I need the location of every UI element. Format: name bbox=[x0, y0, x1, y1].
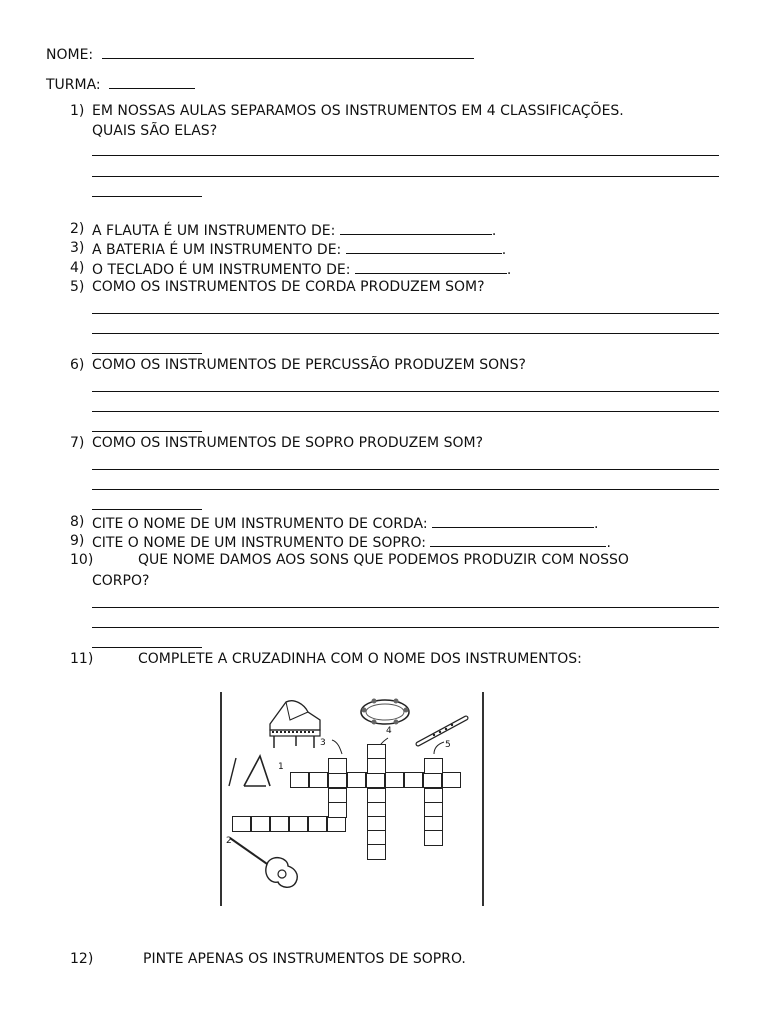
question-text: EM NOSSAS AULAS SEPARAMOS OS INSTRUMENTOS EM 4 CLASSIFICAÇÕES. bbox=[92, 103, 624, 119]
crossword-cell[interactable] bbox=[232, 816, 251, 832]
answer-line[interactable] bbox=[92, 627, 719, 628]
period: . bbox=[594, 516, 599, 532]
answer-blank[interactable] bbox=[346, 239, 502, 254]
question-text: COMO OS INSTRUMENTOS DE CORDA PRODUZEM SOM? bbox=[92, 279, 485, 295]
question-text: CITE O NOME DE UM INSTRUMENTO DE SOPRO: bbox=[92, 535, 427, 551]
crossword-cell[interactable] bbox=[366, 772, 385, 788]
question-number: 1) bbox=[70, 103, 85, 119]
question-text: A BATERIA É UM INSTRUMENTO DE: bbox=[92, 242, 342, 258]
crossword-cell[interactable] bbox=[367, 758, 386, 774]
period: . bbox=[606, 535, 611, 551]
clue-arrows bbox=[320, 736, 460, 760]
answer-line[interactable] bbox=[92, 411, 719, 412]
nome-label: NOME: bbox=[46, 47, 94, 63]
question-number: 10) bbox=[70, 552, 94, 568]
period: . bbox=[501, 242, 507, 258]
crossword-cell[interactable] bbox=[424, 830, 443, 846]
period: . bbox=[491, 223, 497, 239]
answer-line[interactable] bbox=[92, 196, 202, 197]
question-number: 9) bbox=[70, 533, 85, 549]
turma-label: TURMA: bbox=[46, 77, 101, 93]
tambourine-icon bbox=[358, 696, 412, 732]
nome-row bbox=[46, 44, 474, 64]
crossword-cell[interactable] bbox=[423, 772, 442, 788]
crossword-cell[interactable] bbox=[328, 758, 347, 774]
figure-border-right bbox=[482, 692, 484, 906]
crossword-cell[interactable] bbox=[290, 772, 309, 788]
question-number: 11) bbox=[70, 651, 94, 667]
answer-line[interactable] bbox=[92, 469, 719, 470]
answer-blank[interactable] bbox=[432, 513, 594, 528]
piano-icon bbox=[264, 696, 326, 752]
guitar-icon bbox=[226, 834, 306, 892]
crossword-cell[interactable] bbox=[327, 816, 346, 832]
question-number: 12) bbox=[70, 951, 94, 967]
turma-row bbox=[46, 74, 195, 94]
crossword-cell[interactable] bbox=[404, 772, 423, 788]
question-text: CORPO? bbox=[92, 573, 150, 589]
answer-line[interactable] bbox=[92, 489, 719, 490]
crossword-cell[interactable] bbox=[251, 816, 270, 832]
question-number: 8) bbox=[70, 514, 85, 530]
crossword-cell[interactable] bbox=[347, 772, 366, 788]
crossword-cell[interactable] bbox=[424, 758, 443, 774]
period: . bbox=[506, 262, 512, 278]
clue-number-5: 5 bbox=[445, 740, 451, 750]
crossword-cell[interactable] bbox=[289, 816, 308, 832]
answer-line[interactable] bbox=[92, 607, 719, 608]
answer-line[interactable] bbox=[92, 313, 719, 314]
crossword-cell[interactable] bbox=[385, 772, 404, 788]
answer-blank[interactable] bbox=[340, 220, 492, 235]
answer-blank[interactable] bbox=[355, 259, 507, 274]
answer-line[interactable] bbox=[92, 647, 202, 648]
clue-number-3: 3 bbox=[320, 738, 326, 748]
clue-number-4: 4 bbox=[386, 726, 392, 736]
question-number: 3) bbox=[70, 240, 85, 256]
question-number: 7) bbox=[70, 435, 85, 451]
answer-line[interactable] bbox=[92, 333, 719, 334]
answer-line[interactable] bbox=[92, 353, 202, 354]
figure-border-left bbox=[220, 692, 222, 906]
turma-field[interactable] bbox=[109, 74, 195, 89]
question-text: A FLAUTA É UM INSTRUMENTO DE: bbox=[92, 223, 336, 239]
answer-blank[interactable] bbox=[430, 532, 606, 547]
question-text: COMO OS INSTRUMENTOS DE SOPRO PRODUZEM SOM? bbox=[92, 435, 483, 451]
question-text: QUAIS SÃO ELAS? bbox=[92, 123, 218, 139]
question-text: COMO OS INSTRUMENTOS DE PERCUSSÃO PRODUZEM SONS? bbox=[92, 357, 526, 373]
crossword-cell[interactable] bbox=[442, 772, 461, 788]
crossword-cell[interactable] bbox=[328, 802, 347, 818]
question-text: QUE NOME DAMOS AOS SONS QUE PODEMOS PRODUZIR COM NOSSO bbox=[138, 552, 629, 568]
question-text: CITE O NOME DE UM INSTRUMENTO DE CORDA: bbox=[92, 516, 428, 532]
triangle-icon bbox=[226, 752, 278, 792]
crossword-cell[interactable] bbox=[270, 816, 289, 832]
answer-line[interactable] bbox=[92, 509, 202, 510]
answer-line[interactable] bbox=[92, 176, 719, 177]
question-text: PINTE APENAS OS INSTRUMENTOS DE SOPRO. bbox=[143, 951, 466, 967]
question-text: O TECLADO É UM INSTRUMENTO DE: bbox=[92, 262, 351, 278]
question-number: 4) bbox=[70, 260, 85, 276]
question-number: 5) bbox=[70, 279, 85, 295]
crossword-cell[interactable] bbox=[309, 772, 328, 788]
crossword-cell[interactable] bbox=[308, 816, 327, 832]
question-text: COMPLETE A CRUZADINHA COM O NOME DOS INSTRUMENTOS: bbox=[138, 651, 582, 667]
crossword-cell[interactable] bbox=[328, 772, 347, 788]
answer-line[interactable] bbox=[92, 391, 719, 392]
nome-field[interactable] bbox=[102, 44, 474, 59]
crossword-cell[interactable] bbox=[367, 844, 386, 860]
answer-line[interactable] bbox=[92, 155, 719, 156]
crossword-figure bbox=[220, 692, 486, 906]
clue-number-1: 1 bbox=[278, 762, 284, 772]
clue-number-2: 2 bbox=[226, 836, 232, 846]
question-number: 6) bbox=[70, 357, 85, 373]
answer-line[interactable] bbox=[92, 431, 202, 432]
question-number: 2) bbox=[70, 221, 85, 237]
